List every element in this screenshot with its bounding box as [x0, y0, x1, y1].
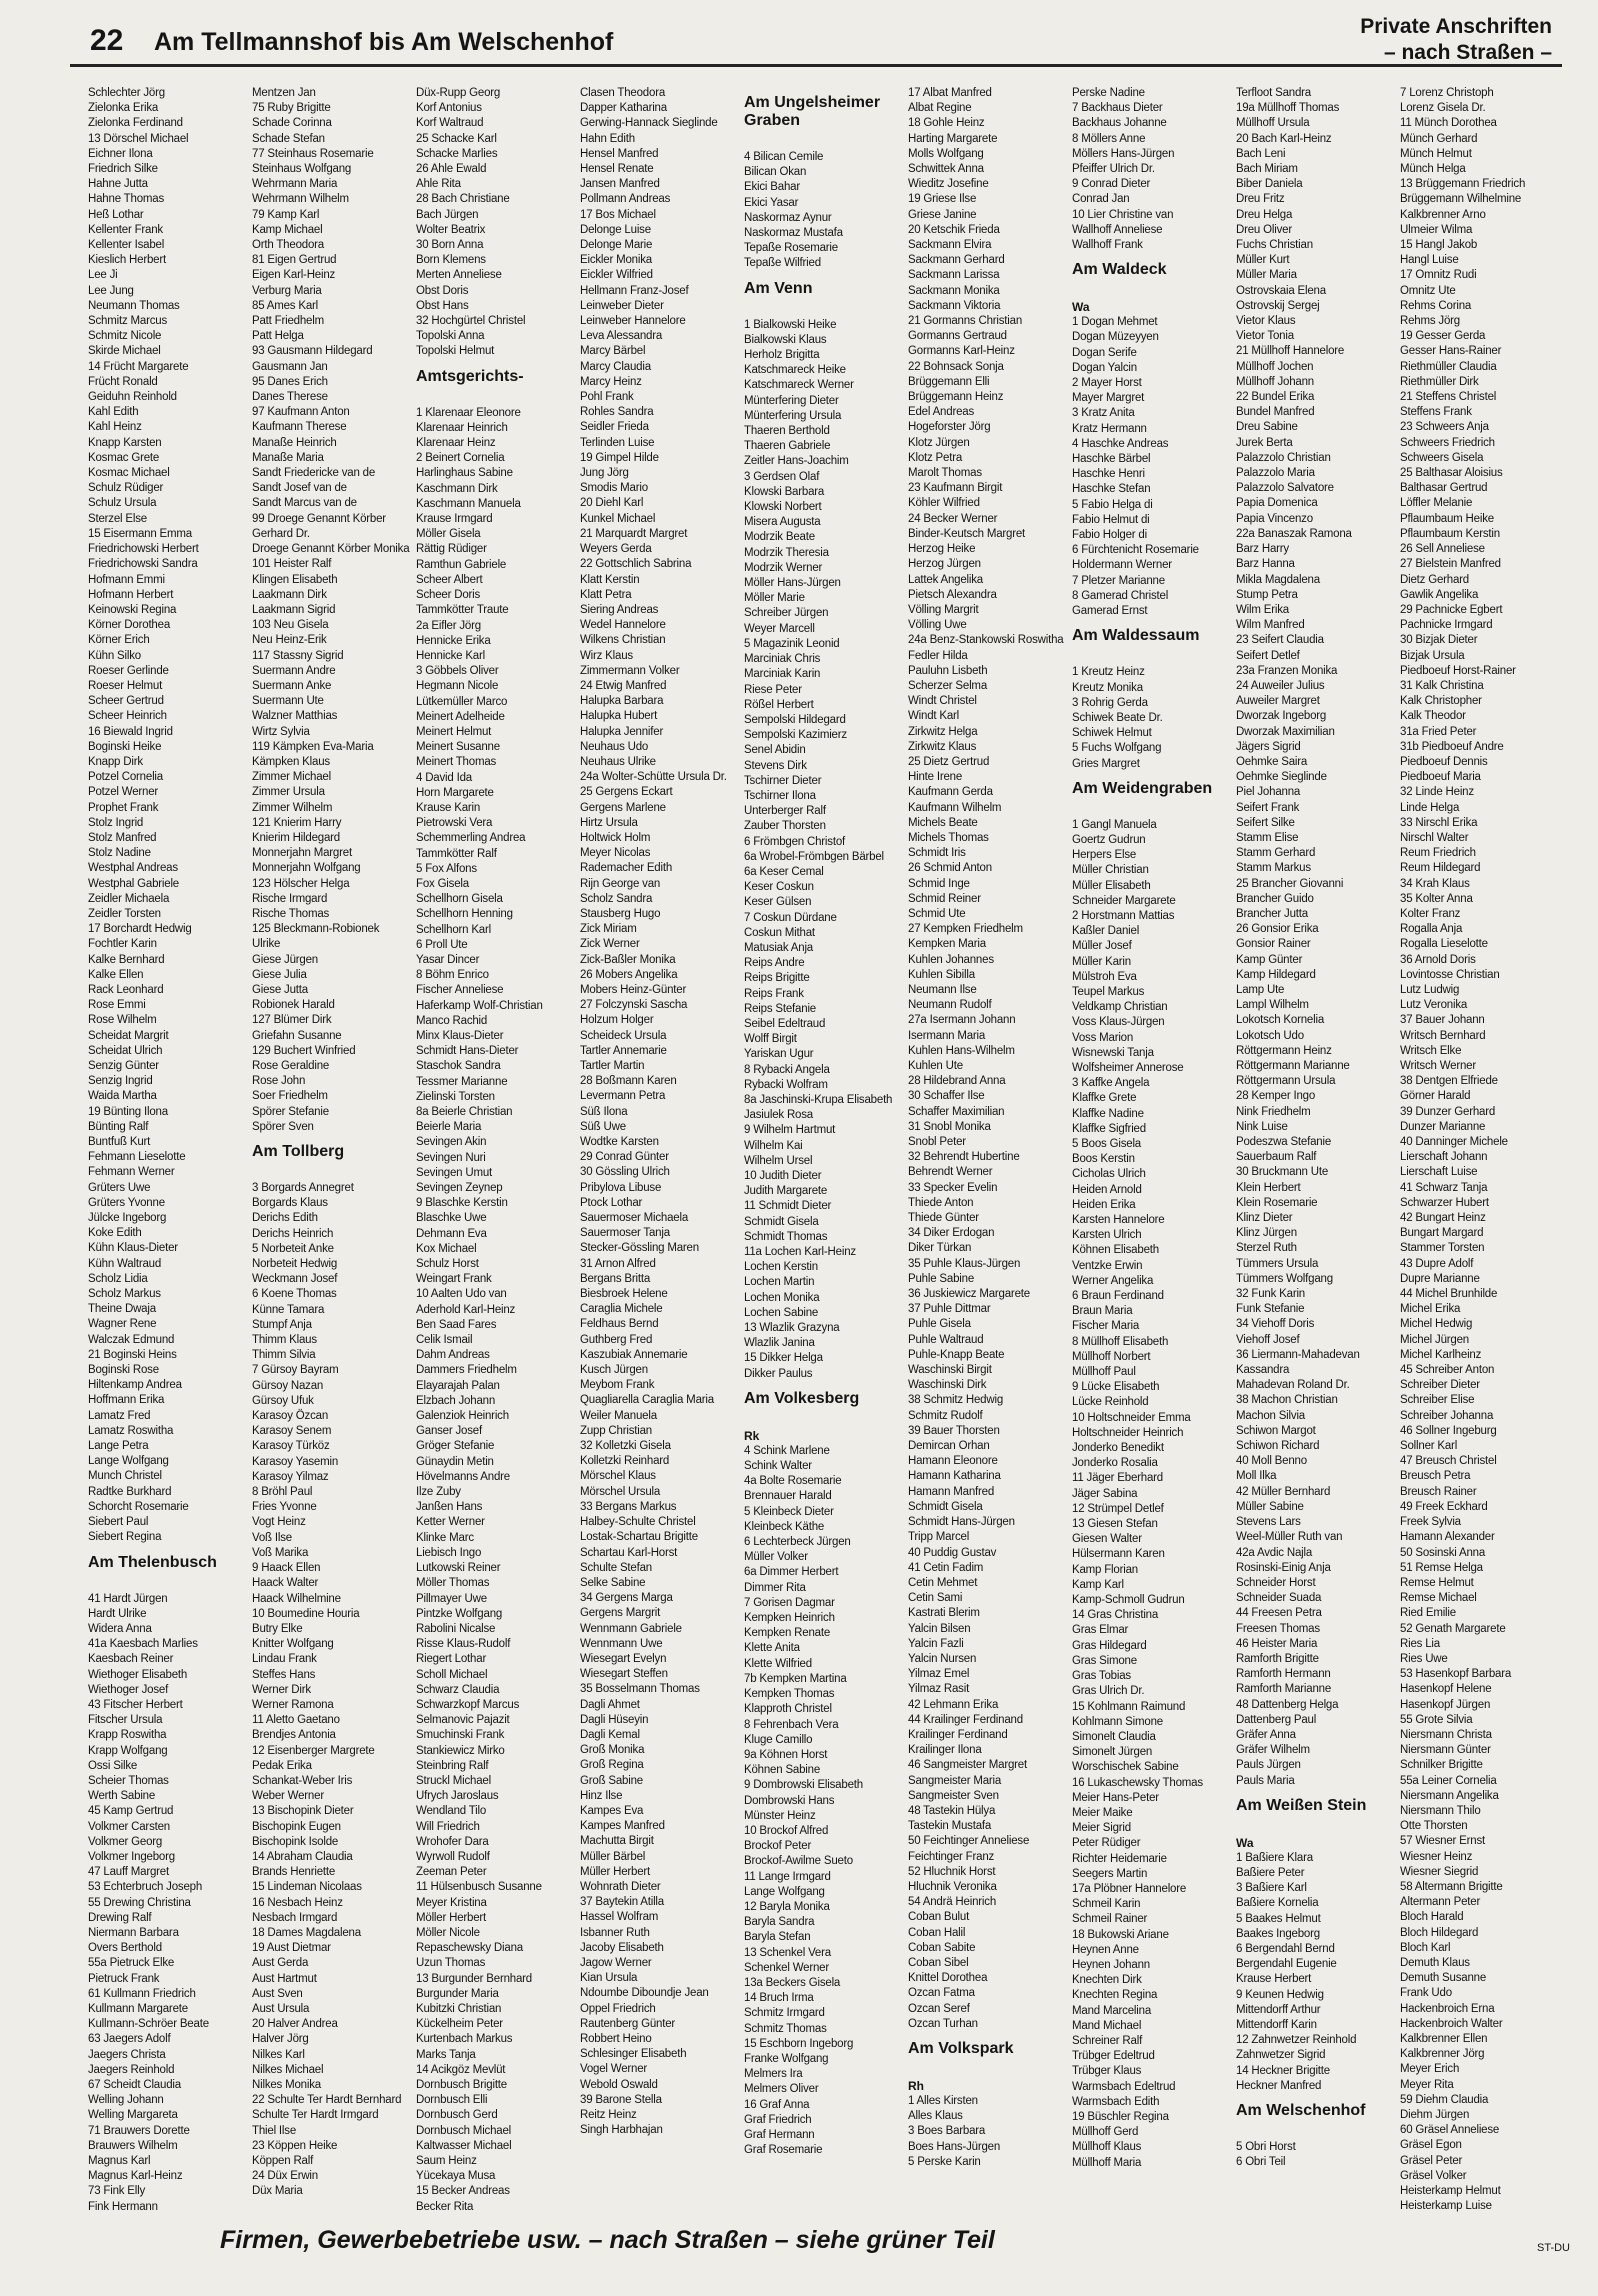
page-number: 22	[90, 24, 124, 57]
resident-list: 1 Klarenaar Eleonore Klarenaar Heinrich Klarenaar Heinz 2 Beinert Cornelia Harlinghaus Sabine Kaschmann Dirk Kaschmann Manuela Krause Irmgard Möller Gisela Rättig Rüdiger Ramthun Gabriele Scheer Albert Scheer Doris Tammkötter Traute 2a Eifler Jörg Hennicke Erika Hennicke Karl 3 Göbbels Oliver Hegmann Nicole Lütkemüller Marco Meinert Adelheide Meinert Helmut Meinert Susanne Meinert Thomas 4 David Ida Horn Margarete Krause Karin Pietrowski Vera Schemmerling Andrea Tammkötter Ralf 5 Fox Alfons Fox Gisela Schellhorn Gisela Schellhorn Henning Schellhorn Karl 6 Proll Ute Yasar Dincer 8 Böhm Enrico Fischer Anneliese Haferkamp Wolf-Christian Manco Rachid Minx Klaus-Dieter Schmidt Hans-Dieter Staschok Sandra Tessmer Marianne Zielinski Torsten 8a Beierle Christian Beierle Maria Sevingen Akin Sevingen Nuri Sevingen Umut Sevingen Zeynep 9 Blaschke Kerstin Blaschke Uwe Dehmann Eva Kox Michael Schulz Horst Weingart Frank 10 Aalten Udo van Aderhold Karl-Heinz Ben Saad Fares Celik Ismail Dahm Andreas Dammers Friedhelm Elayarajah Palan Elzbach Johann Galenziok Heinrich Ganser Josef Gröger Stefanie Günaydin Metin Hövelmanns Andre Ilze Zuby Janßen Hans Ketter Werner Klinke Marc Liebisch Ingo Lutkowski Reiner Möller Thomas Pillmayer Uwe Pintzke Wolfgang Rabolini Nicalse Risse Klaus-Rudolf Riegert Lothar Scholl Michael Schwarz Claudia Schwarzkopf Marcus Selmanovic Pajazit Smuchinski Frank Stankiewicz Mirko Steinbring Ralf Struckl Michael Ufrych Jaroslaus Wendland Tilo Will Friedrich Wrohofer Dara Wyrwoll Rudolf Zeeman Peter 11 Hülsenbusch Susanne Meyer Kristina Möller Herbert Möller Nicole Repaschewsky Diana Uzun Thomas 13 Burgunder Bernhard Burgunder Maria Kubitzki Christian Kückelheim Peter Kurtenbach Markus Marks Tanja 14 Acikgöz Mevlüt Dornbusch Brigitte Dornbusch Elli Dornbusch Gerd Dornbusch Michael Kaltwasser Michael Saum Heinz Yücekaya Musa 15 Becker Andreas Becker Rita	[416, 406, 543, 2213]
resident-list: Clasen Theodora Dapper Katharina Gerwing-Hannack Sieglinde Hahn Edith Hensel Manfred Hensel Renate Jansen Manfred Pollmann Andreas 17 Bos Michael Delonge Luise Delonge Marie Eickler Monika Eickler Wilfried Hellmann Franz-Josef Leinweber Dieter Leinweber Hannelore Leva Alessandra Marcy Bärbel Marcy Claudia Marcy Heinz Pohl Frank Rohles Sandra Seidler Frieda Terlinden Luise 19 Gimpel Hilde Jung Jörg Smodis Mario 20 Diehl Karl Kunkel Michael 21 Marquardt Margret Weyers Gerda 22 Gottschlich Sabrina Klatt Kerstin Klatt Petra Siering Andreas Wedel Hannelore Wilkens Christian Wirz Klaus Zimmermann Volker 24 Etwig Manfred Halupka Barbara Halupka Hubert Halupka Jennifer Neuhaus Udo Neuhaus Ulrike 24a Wolter-Schütte Ursula Dr. 25 Gergens Eckart Gergens Marlene Hirtz Ursula Holtwick Holm Meyer Nicolas Rademacher Edith Rijn George van Scholz Sandra Stausberg Hugo Zick Miriam Zick Werner Zick-Baßler Monika 26 Mobers Angelika Mobers Heinz-Günter 27 Folczynski Sascha Holzum Holger Scheideck Ursula Tartler Annemarie Tartler Martin 28 Boßmann Karen Levermann Petra Süß Ilona Süß Uwe Wodtke Karsten 29 Conrad Günter 30 Gössling Ulrich Pribylova Libuse Ptock Lothar Sauermoser Michaela Sauermoser Tanja Stecker-Gössling Maren 31 Arnon Alfred Bergans Britta Biesbroek Helene Caraglia Michele Feldhaus Bernd Guthberg Fred Kaszubiak Annemarie Kusch Jürgen Meybom Frank Quagliarella Caraglia Maria Weiler Manuela Zupp Christian 32 Kolletzki Gisela Kolletzki Reinhard Mörschel Klaus Mörschel Ursula 33 Bergans Markus Halbey-Schulte Christel Lostak-Schartau Brigitte Schartau Karl-Horst Schulte Stefan Selke Sabine 34 Gergens Marga Gergens Margrit Wennmann Gabriele Wennmann Uwe Wiesegart Evelyn Wiesegart Steffen 35 Bosselmann Thomas Dagli Ahmet Dagli Hüseyin Dagli Kemal Groß Monika Groß Regina Groß Sabine Hinz Ilse Kampes Eva Kampes Manfred Machutta Birgit Müller Bärbel Müller Herbert Wohnrath Dieter 37 Baytekin Atilla Hassel Wolfram Isbanner Ruth Jacoby Elisabeth Jagow Werner Kian Ursula Ndoumbe Diboundje Jean Oppel Friedrich Rautenberg Günter Robbert Heino Schlesinger Elisabeth Vogel Werner Webold Oswald 39 Barone Stella Reitz Heinz Singh Harbhajan	[580, 87, 727, 2137]
resident-list: Terfloot Sandra 19a Müllhoff Thomas Müllhoff Ursula 20 Bach Karl-Heinz Bach Leni Bach Miriam Biber Daniela Dreu Fritz Dreu Helga Dreu Oliver Fuchs Christian Müller Kurt Müller Maria Ostrovskaia Elena Ostrovskij Sergej Vietor Klaus Vietor Tonia 21 Müllhoff Hannelore Müllhoff Jochen Müllhoff Johann 22 Bundel Erika Bundel Manfred Dreu Sabine Jurek Berta Palazzolo Christian Palazzolo Maria Palazzolo Salvatore Papia Domenica Papia Vincenzo 22a Banaszak Ramona Barz Harry Barz Hanna Mikla Magdalena Stump Petra Wilm Erika Wilm Manfred 23 Seifert Claudia Seifert Detlef 23a Franzen Monika 24 Auweiler Julius Auweiler Margret Dworzak Ingeborg Dworzak Maximilian Jägers Sigrid Oehmke Saira Oehmke Sieglinde Piel Johanna Seifert Frank Seifert Silke Stamm Elise Stamm Gerhard Stamm Markus 25 Brancher Giovanni Brancher Guido Brancher Jutta 26 Gonsior Erika Gonsior Rainer Kamp Günter Kamp Hildegard Lamp Ute Lampl Wilhelm Lokotsch Kornelia Lokotsch Udo Röttgermann Heinz Röttgermann Marianne Röttgermann Ursula 28 Kemper Ingo Nink Friedhelm Nink Luise Podeszwa Stefanie Sauerbaum Ralf 30 Bruckmann Ute Klein Herbert Klein Rosemarie Klinz Dieter Klinz Jürgen Sterzel Ruth Tümmers Ursula Tümmers Wolfgang 32 Funk Karin Funk Stefanie 34 Viehoff Doris Viehoff Josef 36 Liermann-Mahadevan Kassandra Mahadevan Roland Dr. 38 Machon Christian Machon Silvia Schiwon Margot Schiwon Richard 40 Moll Benno Moll Ilka 42 Müller Bernhard Müller Sabine Stevens Lars Weel-Müller Ruth van 42a Avdic Najla Rosinski-Einig Anja Schneider Horst Schneider Suada 44 Freesen Petra Freesen Thomas 46 Heister Maria Ramforth Brigitte Ramforth Hermann Ramforth Marianne 48 Dattenberg Helga Dattenberg Paul Gräfer Anna Gräfer Wilhelm Pauls Jürgen Pauls Maria	[1236, 87, 1360, 1787]
street-heading: Am Weißen Stein	[1236, 1796, 1367, 1814]
resident-list: Perske Nadine 7 Backhaus Dieter Backhaus Johanne 8 Möllers Anne Möllers Hans-Jürgen Pfeiffer Ulrich Dr. 9 Conrad Dieter Conrad Jan 10 Lier Christine van Wallhoff Anneliese Wallhoff Frank	[1072, 87, 1175, 252]
directory-columns	[88, 86, 1568, 2213]
district-code: Rh	[908, 2079, 924, 2093]
street-heading: Am Venn	[744, 279, 813, 297]
footer-note: Firmen, Gewerbebetriebe usw. – nach Straßen – siehe grüner Teil	[220, 2226, 995, 2254]
resident-list: Schlechter Jörg Zielonka Erika Zielonka Ferdinand 13 Dörschel Michael Eichner Ilona Friedrich Silke Hahne Jutta Hahne Thomas Heß Lothar Kellenter Frank Kellenter Isabel Kieslich Herbert Lee Ji Lee Jung Neumann Thomas Schmitz Marcus Schmitz Nicole Skirde Michael 14 Frücht Margarete Frücht Ronald Geiduhn Reinhold Kahl Edith Kahl Heinz Knapp Karsten Kosmac Grete Kosmac Michael Schulz Rüdiger Schulz Ursula Sterzel Else 15 Eisermann Emma Friedrichowski Herbert Friedrichowski Sandra Hofmann Emmi Hofmann Herbert Keinowski Regina Körner Dorothea Körner Erich Kühn Silko Roeser Gerlinde Roeser Helmut Scheer Gertrud Scheer Heinrich 16 Biewald Ingrid Boginski Heike Knapp Dirk Potzel Cornelia Potzel Werner Prophet Frank Stolz Ingrid Stolz Manfred Stolz Nadine Westphal Andreas Westphal Gabriele Zeidler Michaela Zeidler Torsten 17 Borchardt Hedwig Fochtler Karin Kalke Bernhard Kalke Ellen Rack Leonhard Rose Emmi Rose Wilhelm Scheidat Margrit Scheidat Ulrich Senzig Günter Senzig Ingrid Waida Martha 19 Bünting Ilona Bünting Ralf Buntfuß Kurt Fehmann Lieselotte Fehmann Werner Grüters Uwe Grüters Yvonne Jülcke Ingeborg Koke Edith Kühn Klaus-Dieter Kühn Waltraud Scholz Lidia Scholz Markus Theine Dwaja Wagner Rene Walczak Edmund 21 Boginski Heins Boginski Rose Hiltenkamp Andrea Hoffmann Erika Lamatz Fred Lamatz Roswitha Lange Petra Lange Wolfgang Munch Christel Radtke Burkhard Schorcht Rosemarie Siebert Paul Siebert Regina	[88, 87, 199, 1544]
directory-column	[1236, 86, 1394, 2196]
street-heading: Am Ungelsheimer Graben	[744, 94, 881, 129]
section-label-line-2: – nach Straßen –	[1383, 41, 1552, 64]
resident-list: 17 Albat Manfred Albat Regine 18 Gohle Heinz Harting Margarete Molls Wolfgang Schwittek Anna Wieditz Josefine 19 Griese Ilse Griese Janine 20 Ketschik Frieda Sackmann Elvira Sackmann Gerhard Sackmann Larissa Sackmann Monika Sackmann Viktoria 21 Gormanns Christian Gormanns Gertraud Gormanns Karl-Heinz 22 Bohnsack Sonja Brüggemann Elli Brüggemann Heinz Edel Andreas Hogeforster Jörg Klotz Jürgen Klotz Petra Marolt Thomas 23 Kaufmann Birgit Köhler Wilfried 24 Becker Werner Binder-Keutsch Margret Herzog Heike Herzog Jürgen Lattek Angelika Pietsch Alexandra Völling Margrit Völling Uwe 24a Benz-Stankowski Roswitha Fedler Hilda Pauluhn Lisbeth Scherzer Selma Windt Christel Windt Karl Zirkwitz Helga Zirkwitz Klaus 25 Dietz Gertrud Hinte Irene Kaufmann Gerda Kaufmann Wilhelm Michels Beate Michels Thomas Schmidt Iris 26 Schmid Anton Schmid Inge Schmid Reiner Schmid Ute 27 Kempken Friedhelm Kempken Maria Kuhlen Johannes Kuhlen Sibilla Neumann Ilse Neumann Rudolf 27a Isermann Johann Isermann Maria Kuhlen Hans-Wilhelm Kuhlen Ute 28 Hildebrand Anna 30 Schaffer Ilse Schaffer Maximilian 31 Snobl Monika Snobl Peter 32 Behrendt Hubertine Behrendt Werner 33 Specker Evelin Thiede Anton Thiede Günter 34 Diker Erdogan Diker Türkan 35 Puhle Klaus-Jürgen Puhle Sabine 36 Juskiewicz Margarete 37 Puhle Dittmar Puhle Gisela Puhle Waltraud Puhle-Knapp Beate Waschinski Birgit Waschinski Dirk 38 Schmitz Hedwig Schmitz Rudolf 39 Bauer Thorsten Demircan Orhan Hamann Eleonore Hamann Katharina Hamann Manfred Schmidt Gisela Schmidt Hans-Jürgen Tripp Marcel 40 Puddig Gustav 41 Cetin Fadim Cetin Mehmet Cetin Sami Kastrati Blerim Yalcin Bilsen Yalcin Fazli Yalcin Nursen Yilmaz Emel Yilmaz Rasit 42 Lehmann Erika 44 Krailinger Ferdinand Krailinger Ferdinand Krailinger Ilona 46 Sangmeister Margret Sangmeister Maria Sangmeister Sven 48 Tastekin Hülya Tastekin Mustafa 50 Feichtinger Anneliese Feichtinger Franz 52 Hluchnik Horst Hluchnik Veronika 54 Andrä Heinrich Coban Bulut Coban Halil Coban Sabite Coban Sibel Knittel Dorothea Ozcan Fatma Ozcan Seref Ozcan Turhan	[908, 87, 1064, 2030]
page-header	[70, 15, 1562, 67]
resident-list: Düx-Rupp Georg Korf Antonius Korf Waltraud 25 Schacke Karl Schacke Marlies 26 Ahle Ewald Ahle Rita 28 Bach Christiane Bach Jürgen Wolter Beatrix 30 Born Anna Born Klemens Merten Anneliese Obst Doris Obst Hans 32 Hochgürtel Christel Topolski Anna Topolski Helmut	[416, 87, 526, 358]
street-heading: Am Volkspark	[908, 2040, 1014, 2057]
street-heading: Amtsgerichts-	[416, 367, 524, 385]
resident-list: Mentzen Jan 75 Ruby Brigitte Schade Corinna Schade Stefan 77 Steinhaus Rosemarie Steinhaus Wolfgang Wehrmann Maria Wehrmann Wilhelm 79 Kamp Karl Kamp Michael Orth Theodora 81 Eigen Gertrud Eigen Karl-Heinz Verburg Maria 85 Ames Karl Patt Friedhelm Patt Helga 93 Gausmann Hildegard Gausmann Jan 95 Danes Erich Danes Therese 97 Kaufmann Anton Kaufmann Therese Manaße Heinrich Manaße Maria Sandt Friedericke van de Sandt Josef van de Sandt Marcus van de 99 Droege Genannt Körber Gerhard Dr. Droege Genannt Körber Monika 101 Heister Ralf Klingen Elisabeth Laakmann Dirk Laakmann Sigrid 103 Neu Gisela Neu Heinz-Erik 117 Stassny Sigrid Suermann Andre Suermann Anke Suermann Ute Walzner Matthias Wirtz Sylvia 119 Kämpken Eva-Maria Kämpken Klaus Zimmer Michael Zimmer Ursula Zimmer Wilhelm 121 Knierim Harry Knierim Hildegard Monnerjahn Margret Monnerjahn Wolfgang 123 Hölscher Helga Rische Irmgard Rische Thomas 125 Bleckmann-Robionek Ulrike Giese Jürgen Giese Julia Giese Jutta Robionek Harald 127 Blümer Dirk Griefahn Susanne 129 Buchert Winfried Rose Geraldine Rose John Soer Friedhelm Spörer Stefanie Spörer Sven	[252, 87, 410, 1133]
street-heading: Am Waldessaum	[1072, 627, 1200, 645]
resident-list: 7 Lorenz Christoph Lorenz Gisela Dr. 11 Münch Dorothea Münch Gerhard Münch Helmut Münch Helga 13 Brüggemann Friedrich Brüggemann Wilhelmine Kalkbrenner Arno Ulmeier Wilma 15 Hangl Jakob Hangl Luise 17 Omnitz Rudi Omnitz Ute Rehms Corina Rehms Jörg 19 Gesser Gerda Gesser Hans-Rainer Riethmüller Claudia Riethmüller Dirk 21 Steffens Christel Steffens Frank 23 Schweers Anja Schweers Friedrich Schweers Gisela 25 Balthasar Aloisius Balthasar Gertrud Löffler Melanie Pflaumbaum Heike Pflaumbaum Kerstin 26 Sell Anneliese 27 Bielstein Manfred Dietz Gerhard Gawlik Angelika 29 Pachnicke Egbert Pachnicke Irmgard 30 Bizjak Dieter Bizjak Ursula Piedboeuf Horst-Rainer 31 Kalk Christina Kalk Christopher Kalk Theodor 31a Fried Peter 31b Piedboeuf Andre Piedboeuf Dennis Piedboeuf Maria 32 Linde Heinz Linde Helga 33 Nirschl Erika Nirschl Walter Reum Friedrich Reum Hildegard 34 Krah Klaus 35 Kolter Anna Kolter Franz Rogalla Anja Rogalla Lieselotte 36 Arnold Doris Lovintosse Christian Lutz Ludwig Lutz Veronika 37 Bauer Johann Writsch Bernhard Writsch Elke Writsch Werner 38 Dentgen Elfriede Görner Harald 39 Dunzer Gerhard Dunzer Marianne 40 Danninger Michele Lierschaft Johann Lierschaft Luise 41 Schwarz Tanja Schwarzer Hubert 42 Bungart Heinz Bungart Margard Stammer Torsten 43 Dupre Adolf Dupre Marianne 44 Michel Brunhilde Michel Erika Michel Hedwig Michel Jürgen Michel Karlheinz 45 Schreiber Anton Schreiber Dieter Schreiber Elise Schreiber Johanna 46 Sollner Ingeburg Sollner Karl 47 Breusch Christel Breusch Petra Breusch Rainer 49 Freek Eckhard Freek Sylvia Hamann Alexander 50 Sosinski Anna 51 Remse Helga Remse Helmut Remse Michael Ried Emilie 52 Genath Margarete Ries Lia Ries Uwe 53 Hasenkopf Barbara Hasenkopf Helene Hasenkopf Jürgen 55 Grote Silvia Niersmann Christa Niersmann Günter Schnilker Brigitte 55a Leiner Cornelia Niersmann Angelika Niersmann Thilo Otte Thorsten 57 Wiesner Ernst Wiesner Heinz Wiesner Siegrid 58 Altermann Brigitte Altermann Peter Bloch Harald Bloch Hildegard Bloch Karl Demuth Klaus Demuth Susanne Frank Udo Hackenbroich Erna Hackenbroich Walter Kalkbrenner Ellen Kalkbrenner Jörg Meyer Erich Meyer Rita 59 Diehm Claudia Diehm Jürgen 60 Gräsel Anneliese Gräsel Egon Gräsel Peter Gräsel Volker Heisterkamp Helmut Heisterkamp Luise	[1400, 87, 1526, 2213]
directory-column	[1072, 86, 1230, 2196]
resident-list: 1 Alles Kirsten Alles Klaus 3 Boes Barbara Boes Hans-Jürgen 5 Perske Karin	[908, 2095, 1001, 2168]
resident-list: 4 Schink Marlene Schink Walter 4a Bolte Rosemarie Brennauer Harald 5 Kleinbeck Dieter Kleinbeck Käthe 6 Lechterbeck Jürgen Müller Volker 6a Dimmer Herbert Dimmer Rita 7 Gorisen Dagmar Kempken Heinrich Kempken Renate Klette Anita Klette Wilfried 7b Kempken Martina Kempken Thomas Klapproth Christel 8 Fehrenbach Vera Kluge Camillo 9a Köhnen Horst Köhnen Sabine 9 Dombrowski Elisabeth Dombrowski Hans Münster Heinz 10 Brockof Alfred Brockof Peter Brockof-Awilme Sueto 11 Lange Irmgard Lange Wolfgang 12 Baryla Monika Baryla Sandra Baryla Stefan 13 Schenkel Vera Schenkel Werner 13a Beckers Gisela 14 Bruch Irma Schmitz Irmgard Schmitz Thomas 15 Eschborn Ingeborg Franke Wolfgang Melmers Ira Melmers Oliver 16 Graf Anna Graf Friedrich Graf Hermann Graf Rosemarie	[744, 1444, 863, 2157]
street-heading: Am Waldeck	[1072, 261, 1167, 279]
district-code: Wa	[1236, 1835, 1254, 1850]
directory-column	[252, 86, 410, 2196]
directory-column	[1400, 86, 1558, 2213]
resident-list: 4 Bilican Cemile Bilican Okan Ekici Bahar Ekici Yasar Naskormaz Aynur Naskormaz Mustafa Tepaße Rosemarie Tepaße Wilfried	[744, 151, 843, 270]
district-code: Rk	[744, 1428, 760, 1443]
district-code: Wa	[1072, 300, 1090, 315]
street-heading: Am Volkesberg	[744, 1389, 860, 1407]
resident-list: 1 Bialkowski Heike Bialkowski Klaus Herholz Brigitta Katschmareck Heike Katschmareck Werner Münterfering Dieter Münterfering Ursula Thaeren Berthold Thaeren Gabriele Zeitler Hans-Joachim 3 Gerdsen Olaf Klowski Barbara Klowski Norbert Misera Augusta Modrzik Beate Modrzik Theresia Modrzik Werner Möller Hans-Jürgen Möller Marie Schreiber Jürgen Weyer Marcell 5 Magazinik Leonid Marciniak Chris Marciniak Karin Riese Peter Rößel Herbert Sempolski Hildegard Sempolski Kazimierz Senel Abidin Stevens Dirk Tschirner Dieter Tschirner Ilona Unterberger Ralf Zauber Thorsten 6 Frömbgen Christof 6a Wrobel-Frömbgen Bärbel 6a Keser Cemal Keser Coskun Keser Gülsen 7 Coskun Dürdane Coskun Mithat Matusiak Anja Reips Andre Reips Brigitte Reips Frank Reips Stefanie Seibel Edeltraud Wolff Birgit Yariskan Ugur 8 Rybacki Angela Rybacki Wolfram 8a Jaschinski-Krupa Elisabeth Jasiulek Rosa 9 Wilhelm Hartmut Wilhelm Kai Wilhelm Ursel 10 Judith Dieter Judith Margarete 11 Schmidt Dieter Schmidt Gisela Schmidt Thomas 11a Lochen Karl-Heinz Lochen Kerstin Lochen Martin Lochen Monika Lochen Sabine 13 Wlazlik Grazyna Wlazlik Janina 15 Dikker Helga Dikker Paulus	[744, 318, 893, 1380]
resident-list: 1 Baßiere Klara Baßiere Peter 3 Baßiere Karl Baßiere Kornelia 5 Baakes Helmut Baakes Ingeborg 6 Bergendahl Bernd Bergendahl Eugenie Krause Herbert 9 Keunen Hedwig Mittendorff Arthur Mittendorff Karin 12 Zahnwetzer Reinhold Zahnwetzer Sigrid 14 Heckner Brigitte Heckner Manfred	[1236, 1851, 1357, 2092]
page-title: Am Tellmannshof bis Am Welschenhof	[154, 28, 614, 56]
resident-list: 3 Borgards Annegret Borgards Klaus Derichs Edith Derichs Heinrich 5 Norbeteit Anke Norbeteit Hedwig Weckmann Josef 6 Koene Thomas Künne Tamara Stumpf Anja Thimm Klaus Thimm Silvia 7 Gürsoy Bayram Gürsoy Nazan Gürsoy Ufuk Karasoy Özcan Karasoy Senem Karasoy Türköz Karasoy Yasemin Karasoy Yilmaz 8 Bröhl Paul Fries Yvonne Vogt Heinz Voß Ilse Voß Marika 9 Haack Ellen Haack Walter Haack Wilhelmine 10 Boumedine Houria Butry Elke Knitter Wolfgang Lindau Frank Steffes Hans Werner Dirk Werner Ramona 11 Aletto Gaetano Brendjes Antonia 12 Eisenberger Margrete Pedak Erika Schankat-Weber Iris Weber Werner 13 Bischopink Dieter Bischopink Eugen Bischopink Isolde 14 Abraham Claudia Brands Henriette 15 Lindeman Nicolaas 16 Nesbach Heinz Nesbach Irmgard 18 Dames Magdalena 19 Aust Dietmar Aust Gerda Aust Hartmut Aust Sven Aust Ursula 20 Halver Andrea Halver Jörg Nilkes Karl Nilkes Michael Nilkes Monika 22 Schulte Ter Hardt Bernhard Schulte Ter Hardt Irmgard Thiel Ilse 23 Köppen Heike Köppen Ralf 24 Düx Erwin Düx Maria	[252, 1182, 402, 2198]
directory-column	[416, 86, 574, 2213]
directory-column	[580, 86, 738, 2196]
resident-list: 1 Gangl Manuela Goertz Gudrun Herpers Else Müller Christian Müller Elisabeth Schneider Margarete 2 Horstmann Mattias Kaßler Daniel Müller Josef Müller Karin Mülstroh Eva Teupel Markus Veldkamp Christian Voss Klaus-Jürgen Voss Marion Wisnewski Tanja Wolfsheimer Annerose 3 Kaffke Angela Klaffke Grete Klaffke Nadine Klaffke Sigfried 5 Boos Gisela Boos Kerstin Cicholas Ulrich Heiden Arnold Heiden Erika Karsten Hannelore Karsten Ulrich Köhnen Elisabeth Ventzke Erwin Werner Angelika 6 Braun Ferdinand Braun Maria Fischer Maria 8 Müllhoff Elisabeth Müllhoff Norbert Müllhoff Paul 9 Lücke Elisabeth Lücke Reinhold 10 Holtschneider Emma Holtschneider Heinrich Jonderko Benedikt Jonderko Rosalia 11 Jäger Eberhard Jäger Sabina 12 Strümpel Detlef 13 Giesen Stefan Giesen Walter Hülsermann Karen Kamp Florian Kamp Karl Kamp-Schmoll Gudrun 14 Gras Christina Gras Elmar Gras Hildegard Gras Simone Gras Tobias Gras Ulrich Dr. 15 Kohlmann Raimund Kohlmann Simone Simonelt Claudia Simonelt Jürgen Worschischek Sabine 16 Lukaschewsky Thomas Meier Hans-Peter Meier Maike Meier Sigrid Peter Rüdiger Richter Heidemarie Seegers Martin 17a Plöbner Hannelore Schmeil Karin Schmeil Rainer 18 Bukowski Ariane Heynen Anne Heynen Johann Knechten Dirk Knechten Regina Mand Marcelina Mand Michael Schreiner Ralf Trübger Edeltrud Trübger Klaus Warmsbach Edeltrud Warmsbach Edith 19 Büschler Regina Müllhoff Gerd Müllhoff Klaus Müllhoff Maria	[1072, 818, 1203, 2169]
street-heading: Am Tollberg	[252, 1143, 345, 1161]
directory-column	[908, 86, 1066, 2196]
resident-list: 5 Obri Horst 6 Obri Teil	[1236, 2141, 1296, 2169]
resident-list: 1 Dogan Mehmet Dogan Müzeyyen Dogan Serife Dogan Yalcin 2 Mayer Horst Mayer Margret 3 Kratz Anita Kratz Hermann 4 Haschke Andreas Haschke Bärbel Haschke Henri Haschke Stefan 5 Fabio Helga di Fabio Helmut di Fabio Holger di 6 Fürchtenicht Rosemarie Holdermann Werner 7 Pletzer Marianne 8 Gamerad Christel Gamerad Ernst	[1072, 316, 1199, 618]
directory-column	[88, 86, 246, 2213]
resident-list: 1 Kreutz Heinz Kreutz Monika 3 Rohrig Gerda Schiwek Beate Dr. Schiwek Helmut 5 Fuchs Wolfgang Gries Margret	[1072, 666, 1163, 770]
street-heading: Am Weidengraben	[1072, 779, 1213, 797]
street-heading: Am Welschenhof	[1236, 2102, 1366, 2119]
resident-list: 41 Hardt Jürgen Hardt Ulrike Widera Anna 41a Kaesbach Marlies Kaesbach Reiner Wiethoger Elisabeth Wiethoger Josef 43 Fitscher Herbert Fitscher Ursula Krapp Roswitha Krapp Wolfgang Ossi Silke Scheier Thomas Werth Sabine 45 Kamp Gertrud Volkmer Carsten Volkmer Georg Volkmer Ingeborg 47 Lauff Margret 53 Echterbruch Joseph 55 Drewing Christina Drewing Ralf Niermann Barbara Overs Berthold 55a Pietruck Elke Pietruck Frank 61 Kullmann Friedrich Kullmann Margarete Kullmann-Schröer Beate 63 Jaegers Adolf Jaegers Christa Jaegers Reinhold 67 Scheidt Claudia Welling Johann Welling Margareta 71 Brauwers Dorette Brauwers Wilhelm Magnus Karl Magnus Karl-Heinz 73 Fink Elly Fink Hermann	[88, 1592, 209, 2213]
footer-code: ST-DU	[1537, 2242, 1570, 2254]
section-label	[1360, 14, 1552, 66]
section-label-line-1: Private Anschriften	[1360, 15, 1552, 38]
street-heading: Am Thelenbusch	[88, 1553, 217, 1571]
directory-column	[744, 86, 902, 2196]
